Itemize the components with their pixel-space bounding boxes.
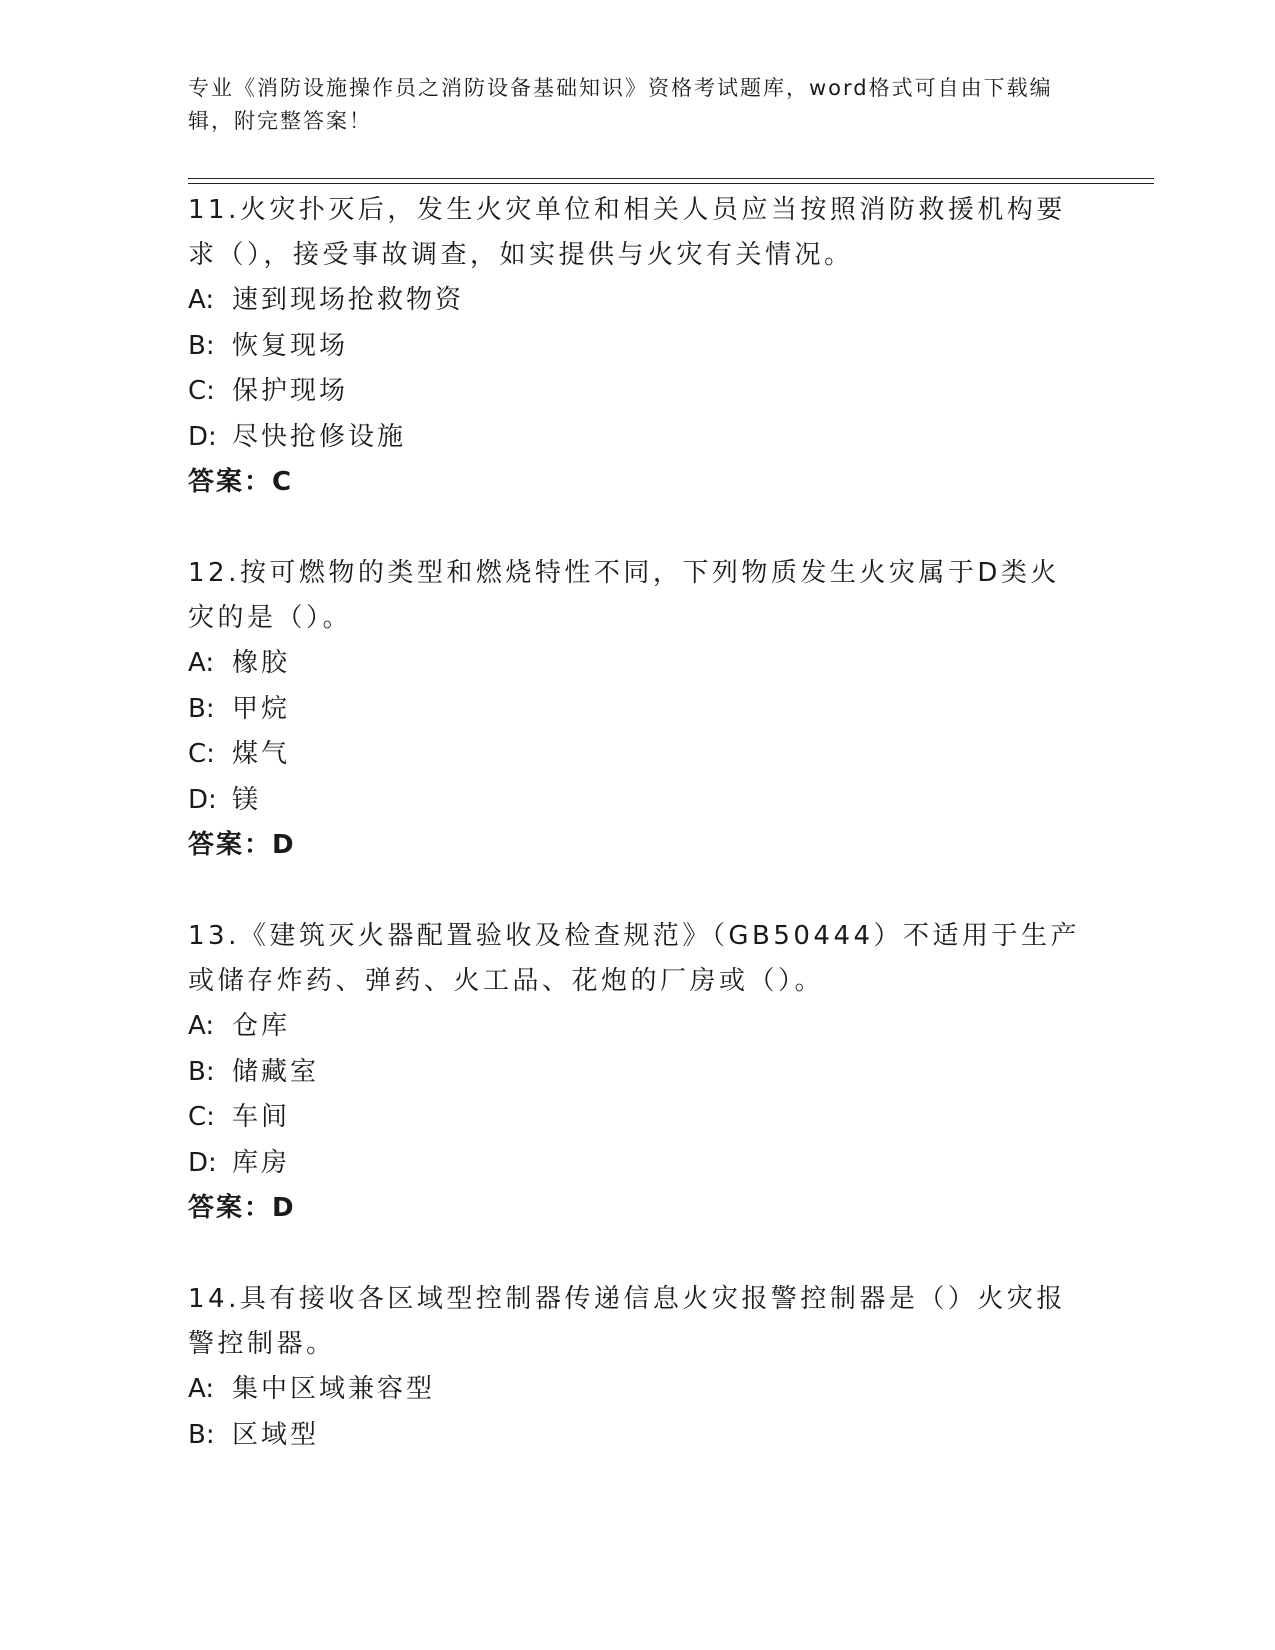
option-key: C: [188, 739, 215, 769]
option-key: A: [188, 285, 215, 315]
option-c [188, 732, 1088, 778]
question-13 [188, 914, 1088, 1230]
option-text: 仓库 [232, 1011, 291, 1041]
page-header: 专业《消防设施操作员之消防设备基础知识》资格考试题库，word格式可自由下载编辑，附完整答案！ [188, 76, 1053, 133]
option-key: B: [188, 1056, 215, 1087]
option-b [188, 687, 1088, 733]
option-key: D: [188, 784, 217, 815]
option-text: 尽快抢修设施 [232, 421, 407, 452]
question-text: 11.火灾扑灭后，发生火灾单位和相关人员应当按照消防救援机构要求（），接受事故调查，如实提供与火灾有关情况。 [188, 195, 1066, 270]
option-text: 区域型 [232, 1419, 320, 1450]
option-text: 煤气 [232, 739, 291, 769]
option-text: 镁 [232, 784, 262, 815]
option-c [188, 369, 1088, 415]
question-list [188, 188, 1088, 1458]
option-a [188, 278, 1088, 324]
option-b [188, 324, 1088, 370]
answer: 答案：D [188, 830, 296, 860]
answer: 答案：C [188, 467, 294, 497]
option-d [188, 778, 1088, 824]
option-a [188, 641, 1088, 687]
option-key: D: [188, 421, 217, 452]
header-divider-top [188, 178, 1154, 179]
question-text: 13.《建筑灭火器配置验收及检查规范》（GB50444）不适用于生产或储存炸药、弹药、火工品、花炮的厂房或（）。 [188, 921, 1081, 996]
question-text: 12.按可燃物的类型和燃烧特性不同，下列物质发生火灾属于D类火灾的是（）。 [188, 558, 1060, 633]
option-text: 集中区域兼容型 [232, 1374, 436, 1404]
option-d [188, 1141, 1088, 1187]
option-text: 甲烷 [232, 693, 291, 724]
option-text: 橡胶 [232, 648, 291, 678]
header-divider-bottom [188, 183, 1154, 184]
spacer [188, 867, 1088, 914]
option-key: B: [188, 330, 215, 361]
option-d [188, 415, 1088, 461]
option-key: C: [188, 376, 215, 406]
option-text: 储藏室 [232, 1056, 320, 1087]
option-key: A: [188, 1374, 215, 1404]
question-12 [188, 551, 1088, 867]
spacer [188, 504, 1088, 551]
spacer [188, 1230, 1088, 1277]
option-b [188, 1413, 1088, 1459]
option-key: C: [188, 1102, 215, 1132]
question-14 [188, 1277, 1088, 1458]
option-key: B: [188, 1419, 215, 1450]
option-key: B: [188, 693, 215, 724]
option-a [188, 1004, 1088, 1050]
option-text: 恢复现场 [232, 330, 349, 361]
option-key: A: [188, 1011, 215, 1041]
question-11 [188, 188, 1088, 504]
option-text: 库房 [232, 1147, 291, 1178]
option-b [188, 1050, 1088, 1096]
option-key: D: [188, 1147, 217, 1178]
option-text: 速到现场抢救物资 [232, 285, 465, 315]
option-text: 车间 [232, 1102, 291, 1132]
option-text: 保护现场 [232, 376, 349, 406]
option-key: A: [188, 648, 215, 678]
question-text: 14.具有接收各区域型控制器传递信息火灾报警控制器是（）火灾报警控制器。 [188, 1284, 1066, 1359]
answer: 答案：D [188, 1193, 296, 1223]
option-c [188, 1095, 1088, 1141]
option-a [188, 1367, 1088, 1413]
